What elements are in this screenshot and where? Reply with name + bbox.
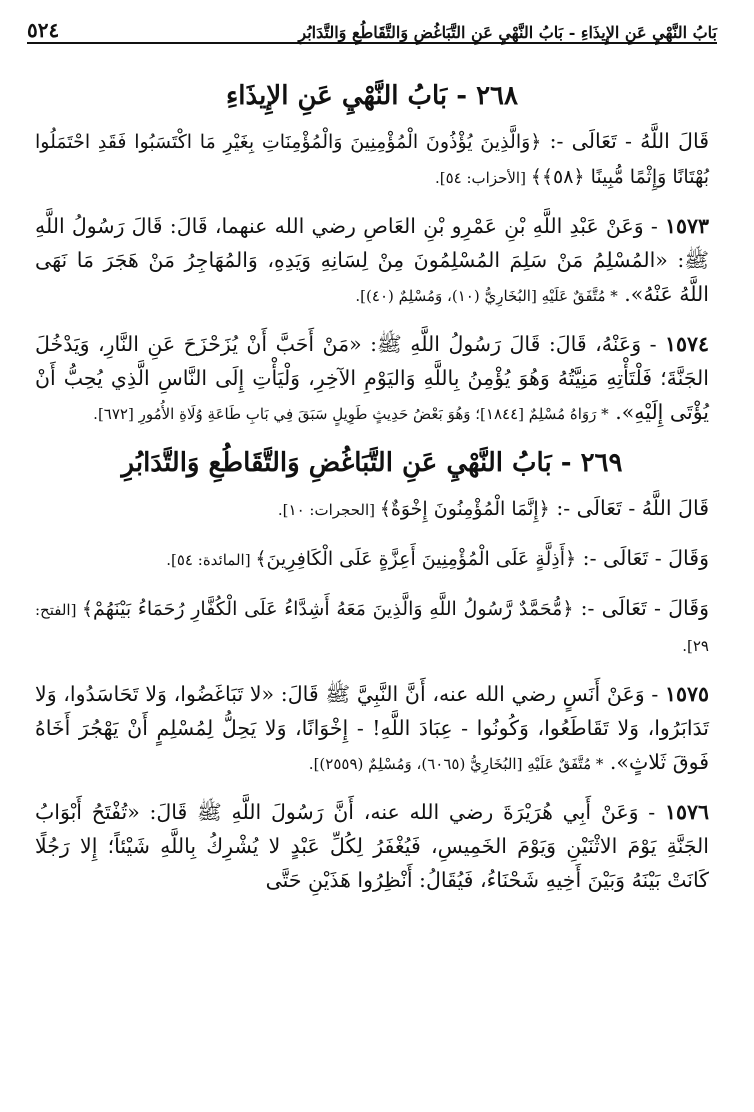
hadith-source: * مُتَّفَقٌ عَلَيْهِ [البُخَارِيُّ (١٠)، وَمُسْلِمٌ (٤٠)]. [355,287,618,305]
verse-reference: [الأحزاب: ٥٤]. [434,169,531,187]
verse-reference: [الفتح: ٢٩]. [35,601,709,655]
chapter-268-title: ٢٦٨ - بَابُ النَّهْيِ عَنِ الإِيذَاءِ [226,81,518,111]
verse-intro: وَقَالَ - تَعَالَى -: [573,596,709,620]
chapter-268-verse-paragraph [35,124,709,195]
hadith-text: - وَعَنْ أَنَسٍ رضي الله عنه، أَنَّ النَّبِيَّ ﷺ قَالَ: «لا تَبَاغَضُوا، وَلا تَحَاسَدُوا، وَلا تَدَابَرُوا، وَلا تَقَاطَعُوا، وَكُونُوا - عِبَادَ اللَّهِ! - إِخْوَانًا، وَلا يَحِلُّ لِمُسْلِمٍ أَنْ يَهْجُرَ أَخَاهُ فَوقَ ثَلاثٍ». [35,682,709,774]
running-header [27,0,717,44]
hadith-1574 [35,327,709,431]
hadith-number: ١٥٧٤ [664,332,709,356]
hadith-1576 [35,795,709,897]
quran-verse: ﴿وَالَّذِينَ يُؤْذُونَ الْمُؤْمِنِينَ وَالْمُؤْمِنَاتِ بِغَيْرِ مَا اكْتَسَبُوا فَقَدِ احْتَمَلُوا بُهْتَانًا وَإِثْمًا مُّبِينًا ﴿٥٨﴾﴾ [35,131,709,188]
hadith-number: ١٥٧٣ [664,214,709,238]
quran-verse: ﴿إِنَّمَا الْمُؤْمِنُونَ إِخْوَةٌ﴾ [379,498,550,520]
page-number: ٥٢٤ [27,18,60,42]
hadith-text: - وَعَنْ أَبِي هُرَيْرَةَ رضي الله عنه، أَنَّ رَسُولَ اللَّهِ ﷺ قَالَ: «تُفْتَحُ أَبْوَابُ الجَنَّةِ يَوْمَ الاثْنَيْنِ وَيَوْمَ الخَمِيسِ، فَيُغْفَرُ لِكُلِّ عَبْدٍ لا يُشْرِكُ بِاللَّهِ شَيْئاً؛ إِلا رَجُلًا كَانَتْ بَيْنَهُ وَبَيْنَ أَخِيهِ شَحْنَاءُ، فَيُقَالُ: أَنْظِرُوا هَذَيْنِ حَتَّى [35,800,709,892]
verse-reference: [الحجرات: ١٠]. [277,501,380,519]
verse-intro: قَالَ اللَّهُ - تَعَالَى -: [541,129,709,153]
chapter-269-title: ٢٦٩ - بَابُ النَّهْيِ عَنِ التَّبَاغُضِ وَالتَّقَاطُعِ وَالتَّدَابُرِ [121,448,623,478]
hadith-source: * رَوَاهُ مُسْلِمٌ [١٨٤٤]؛ وَهُوَ بَعْضُ حَدِيثٍ طَوِيلٍ سَبَقَ فِي بَابِ طَاعَةِ وُلَاةِ الأُمُورِ [٦٧٢]. [93,405,609,423]
hadith-text: - وَعَنْ عَبْدِ اللَّهِ بْنِ عَمْرِو بْنِ العَاصِ رضي الله عنهما، قَالَ: قَالَ رَسُولُ اللَّهِ ﷺ: «المُسْلِمُ مَنْ سَلِمَ المُسْلِمُونَ مِنْ لِسَانِهِ وَيَدِهِ، وَالمُهَاجِرُ مَنْ هَجَرَ مَا نَهَى اللَّهُ عَنْهُ». [35,214,709,306]
hadith-text: - وَعَنْهُ، قَالَ: قَالَ رَسُولُ اللَّهِ ﷺ: «مَنْ أَحَبَّ أَنْ يُزَحْزَحَ عَنِ النَّارِ، وَيَدْخُلَ الجَنَّةَ؛ فَلْتَأْتِهِ مَنِيَّتُهُ وَهُوَ يُؤْمِنُ بِاللَّهِ وَاليَوْمِ الآخِرِ، وَلْيَأْتِ إِلَى النَّاسِ الَّذِي يُحِبُّ أَنْ يُؤْتَى إِلَيْهِ». [35,332,709,424]
hadith-source: * مُتَّفَقٌ عَلَيْهِ [البُخَارِيُّ (٦٠٦٥)، وَمُسْلِمٌ (٢٥٥٩)]. [308,755,604,773]
hadith-number: ١٥٧٥ [664,682,709,706]
verse-intro: قَالَ اللَّهُ - تَعَالَى -: [549,496,709,520]
quran-verse: ﴿مُّحَمَّدٌ رَّسُولُ اللَّهِ وَالَّذِينَ مَعَهُ أَشِدَّاءُ عَلَى الْكُفَّارِ رُحَمَاءُ بَيْنَهُمْ﴾ [81,598,574,620]
verse-intro: وَقَالَ - تَعَالَى -: [576,546,709,570]
hadith-number: ١٥٧٦ [664,800,709,824]
verse-reference: [المائدة: ٥٤]. [166,551,256,569]
chapter-269-verse-3 [35,591,709,663]
chapter-269-verse-1 [35,491,709,527]
chapter-269-verse-2 [35,541,709,577]
hadith-1575 [35,677,709,781]
running-title: بَابُ النَّهْيِ عَنِ الإِيذَاءِ - بَابُ النَّهْيِ عَنِ التَّبَاغُضِ وَالتَّقَاطُعِ وَالتَّدَابُرِ [298,23,717,42]
quran-verse: ﴿أَذِلَّةٍ عَلَى الْمُؤْمِنِينَ أَعِزَّةٍ عَلَى الْكَافِرِينَ﴾ [255,548,577,570]
hadith-1573 [35,209,709,313]
